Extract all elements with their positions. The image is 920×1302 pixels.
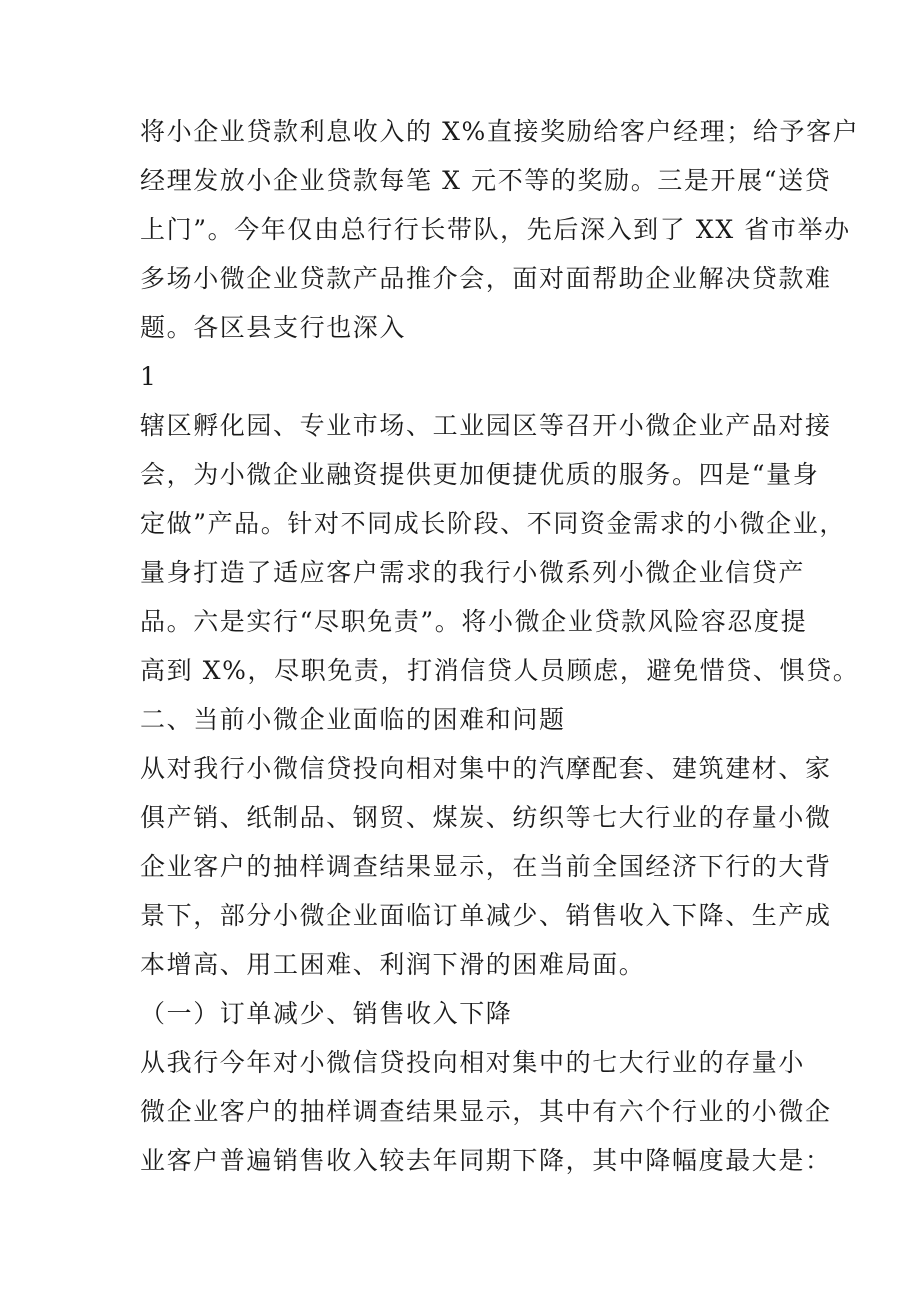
paragraph-line: 会，为小微企业融资提供更加便捷优质的服务。四是“量身 [140,460,820,489]
section-heading: 二、当前小微企业面临的困难和问题 [140,705,566,734]
paragraph-line: 从对我行小微信贷投向相对集中的汽摩配套、建筑建材、家 [140,754,832,783]
subsection-heading: （一）订单减少、销售收入下降 [140,999,513,1028]
paragraph-line: 将小企业贷款利息收入的 X%直接奖励给客户经理；给予客户 [140,117,860,146]
paragraph-line: 从我行今年对小微信贷投向相对集中的七大行业的存量小 [140,1048,806,1077]
paragraph-line: 本增高、用工困难、利润下滑的困难局面。 [140,950,646,979]
paragraph-line: 题。各区县支行也深入 [140,313,407,342]
paragraph-line: 景下，部分小微企业面临订单减少、销售收入下降、生产成 [140,901,832,930]
paragraph-line: 品。六是实行“尽职免责”。将小微企业贷款风险容忍度提 [140,607,808,636]
paragraph-line: 高到 X%，尽职免责，打消信贷人员顾虑，避免惜贷、惧贷。 [140,656,860,685]
paragraph-line: 量身打造了适应客户需求的我行小微系列小微企业信贷产 [140,558,806,587]
paragraph-line: 定做”产品。针对不同成长阶段、不同资金需求的小微企业， [140,509,846,538]
paragraph-line: 上门”。今年仅由总行行长带队，先后深入到了 XX 省市举办 [140,215,851,244]
page-number: 1 [140,362,156,391]
paragraph-line: 辖区孵化园、专业市场、工业园区等召开小微企业产品对接 [140,411,832,440]
paragraph-line: 经理发放小企业贷款每笔 X 元不等的奖励。三是开展“送贷 [140,166,832,195]
paragraph-line: 业客户普遍销售收入较去年同期下降，其中降幅度最大是： [140,1146,832,1175]
paragraph-line: 微企业客户的抽样调查结果显示，其中有六个行业的小微企 [140,1097,832,1126]
paragraph-line: 俱产销、纸制品、钢贸、煤炭、纺织等七大行业的存量小微 [140,803,832,832]
paragraph-line: 企业客户的抽样调查结果显示，在当前全国经济下行的大背 [140,852,832,881]
paragraph-line: 多场小微企业贷款产品推介会，面对面帮助企业解决贷款难 [140,264,832,293]
